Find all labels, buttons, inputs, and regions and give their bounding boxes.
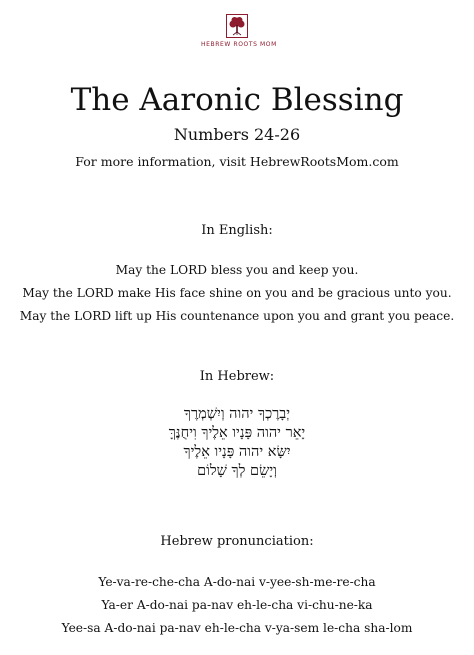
page-title: The Aaronic Blessing — [70, 82, 404, 118]
pronunciation-line: Ya-er A-do-nai pa-nav eh-le-cha vi-chu-ne-ka — [101, 598, 373, 612]
hebrew-line: יָאֵר יהוה פָּנָיו אֵלֶיךָ וִיחֻנֶּךָּ — [168, 425, 306, 441]
logo — [201, 14, 277, 64]
english-line: May the LORD bless you and keep you. — [115, 263, 359, 277]
pronunciation-line: Ye-va-re-che-cha A-do-nai v-yee-sh-me-re-cha — [98, 575, 376, 589]
english-line: May the LORD make His face shine on you and be gracious unto you. — [22, 286, 452, 300]
english-heading: In English: — [201, 223, 273, 238]
info-line: For more information, visit HebrewRootsMom.com — [75, 154, 399, 169]
pronunciation-heading: Hebrew pronunciation: — [160, 534, 314, 549]
hebrew-line: וְיָשֵׂם לְךָ שָׁלוֹם — [197, 463, 277, 479]
hebrew-blessing — [0, 405, 474, 481]
pronunciation-block — [0, 571, 474, 640]
logo-text: HEBREW ROOTS MOM — [201, 41, 277, 48]
scripture-reference: Numbers 24-26 — [173, 125, 301, 144]
logo-frame — [226, 14, 248, 38]
tree-icon — [228, 16, 246, 36]
english-line: May the LORD lift up His countenance upon you and grant you peace. — [19, 309, 455, 323]
pronunciation-line: Yee-sa A-do-nai pa-nav eh-le-cha v-ya-sem le-cha sha-lom — [61, 621, 413, 635]
english-blessing — [0, 259, 474, 328]
hebrew-line: יִשָּׂא יהוה פָּנָיו אֵלֶיךָ — [183, 444, 291, 460]
hebrew-heading: In Hebrew: — [199, 369, 275, 384]
hebrew-line: יְבָרֶכְךָ יהוה וְיִשְׁמְרֶךָ — [183, 406, 291, 422]
